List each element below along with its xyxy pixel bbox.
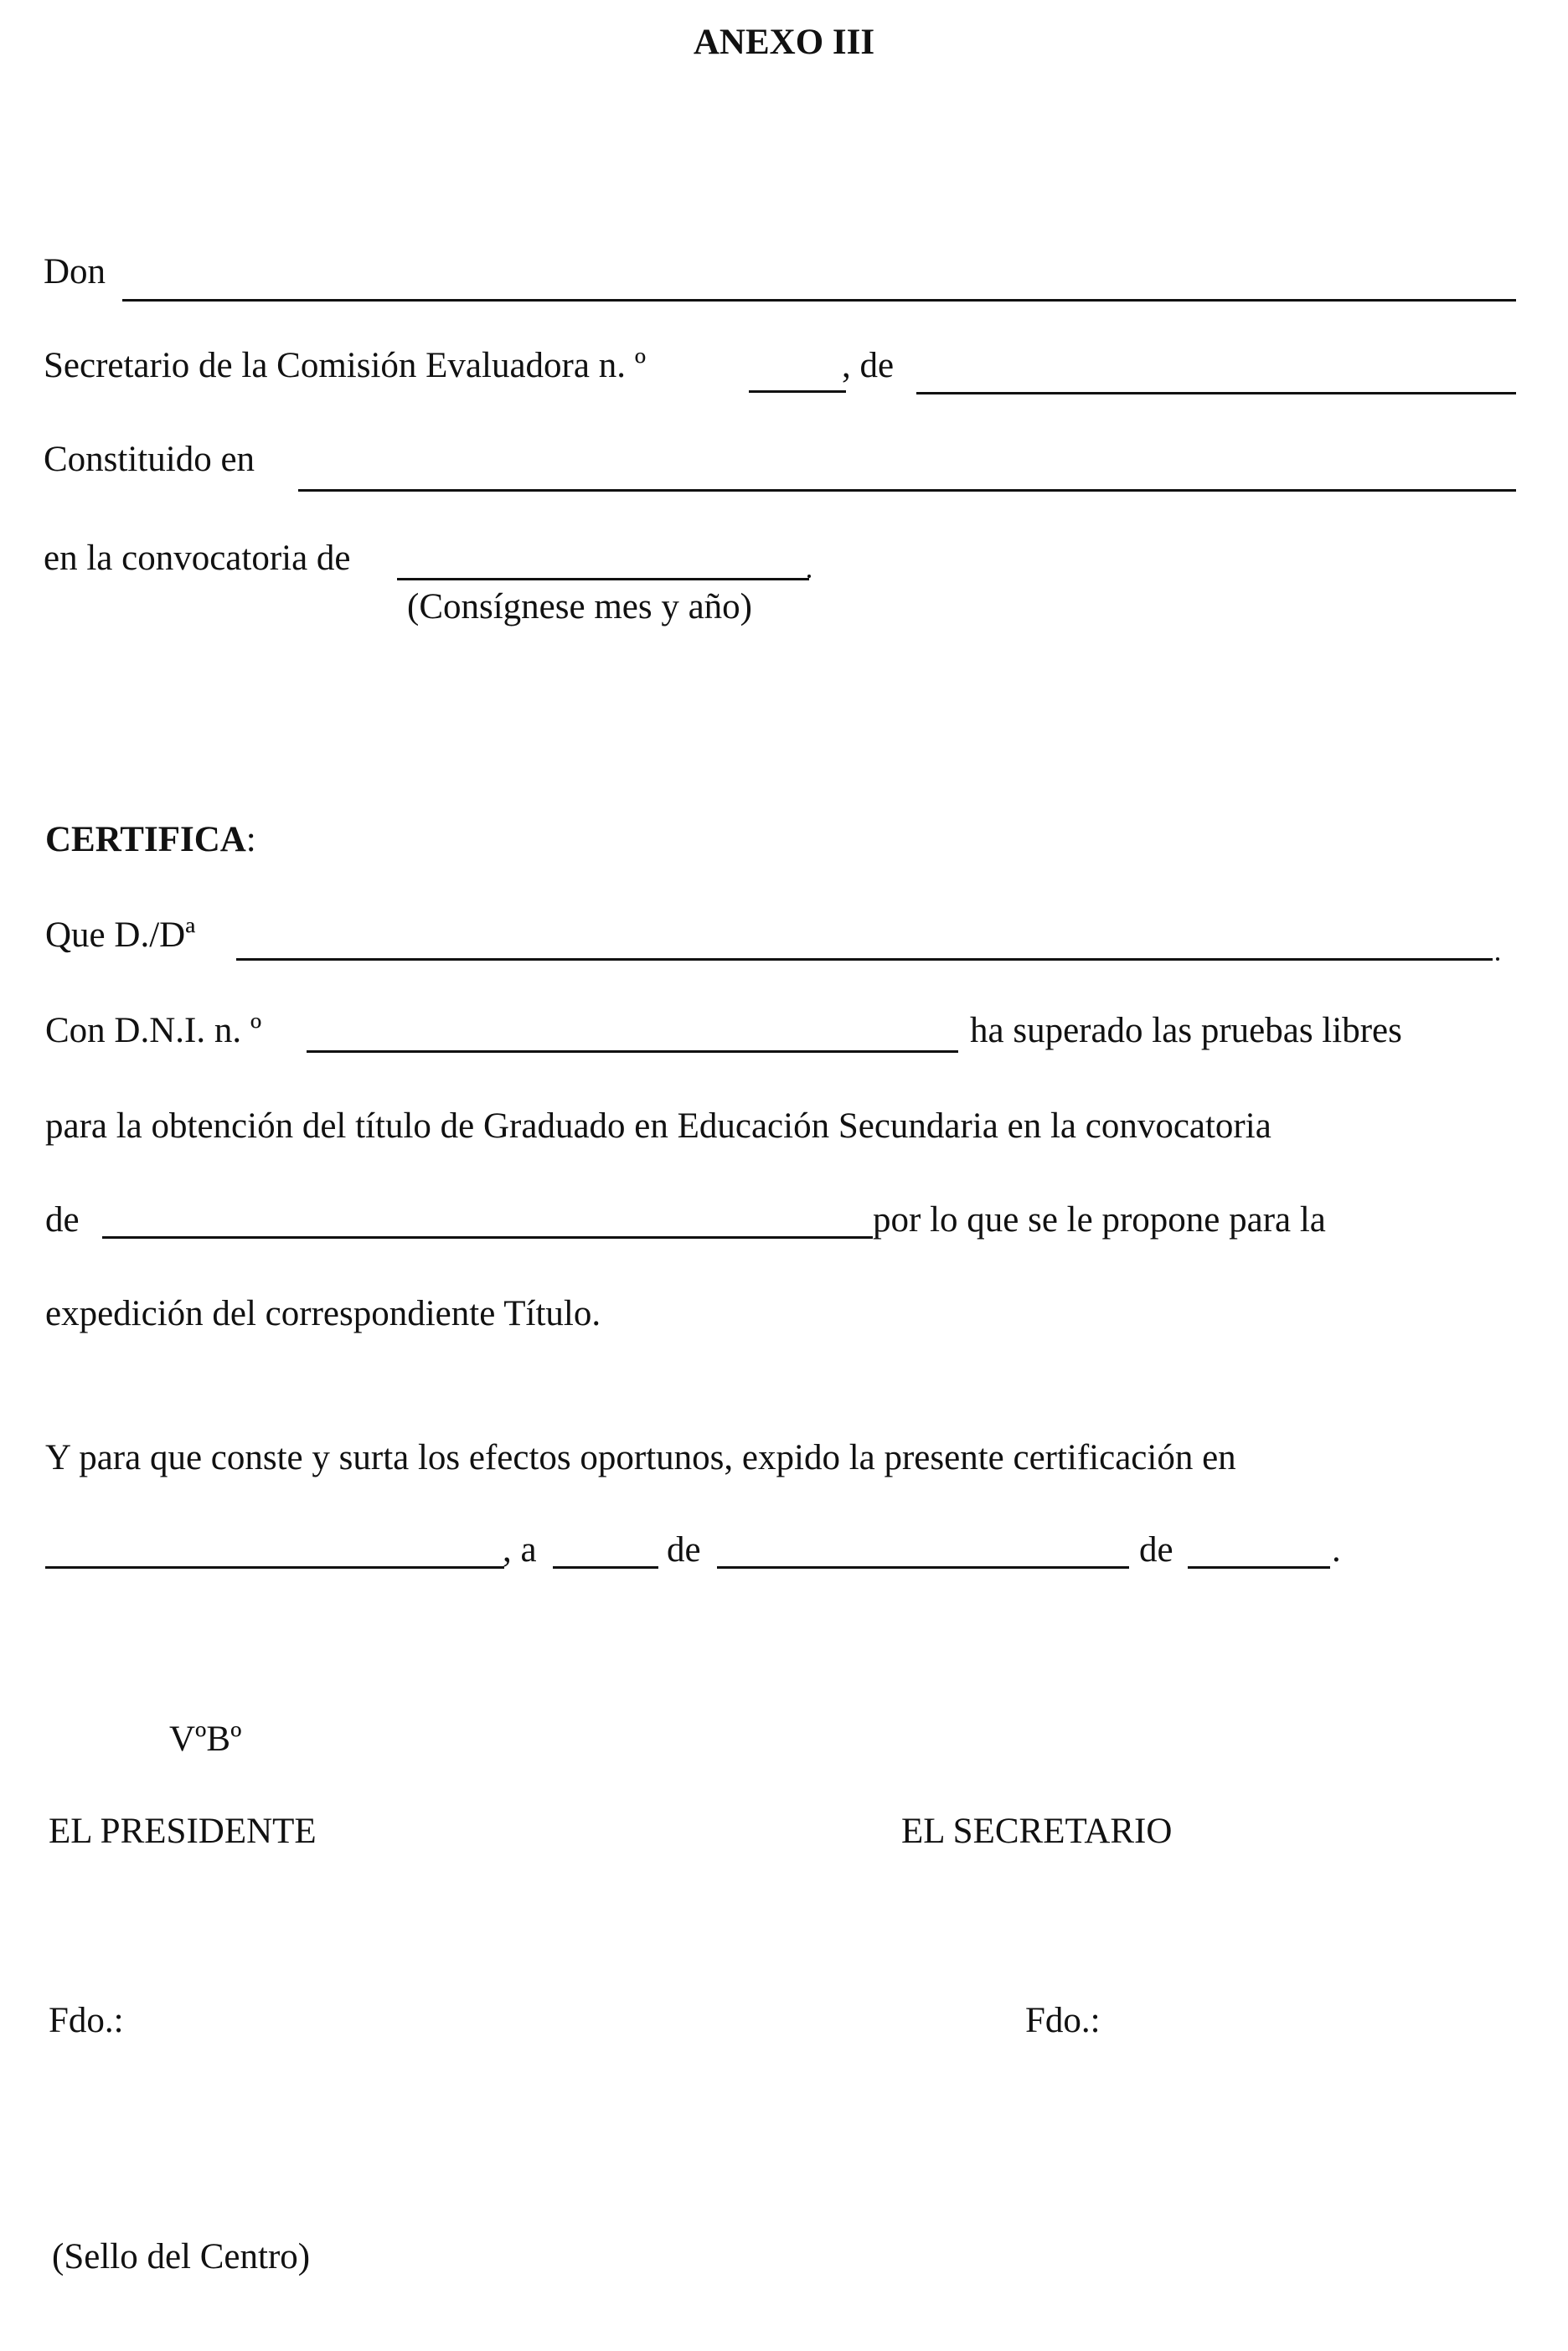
secretario-signature-label: EL SECRETARIO bbox=[901, 1812, 1173, 1851]
month-field[interactable] bbox=[717, 1566, 1129, 1569]
sello-label: (Sello del Centro) bbox=[52, 2237, 311, 2276]
vobo-label: VºBº bbox=[169, 1719, 242, 1759]
closing-de2-label: de bbox=[1139, 1530, 1173, 1570]
secretario-label: Secretario de la Comisión Evaluadora n. º bbox=[44, 346, 647, 385]
document-title: ANEXO III bbox=[693, 23, 875, 62]
superado-text: ha superado las pruebas libres bbox=[970, 1011, 1402, 1050]
certifica-heading: CERTIFICA bbox=[45, 820, 246, 859]
dni-field[interactable] bbox=[307, 1050, 958, 1053]
que-name-field[interactable] bbox=[236, 958, 1493, 961]
closing-a-label: , a bbox=[503, 1530, 537, 1570]
place-field[interactable] bbox=[45, 1566, 504, 1569]
dni-label: Con D.N.I. n. º bbox=[45, 1011, 262, 1050]
fdo-secretario-label: Fdo.: bbox=[1025, 2001, 1101, 2040]
convocatoria-hint: (Consígnese mes y año) bbox=[407, 587, 753, 626]
closing-period: . bbox=[1332, 1530, 1341, 1570]
convocatoria-date-field[interactable] bbox=[397, 578, 809, 580]
certifica-de-label: de bbox=[45, 1200, 80, 1240]
certifica-colon: : bbox=[245, 820, 256, 859]
fdo-presidente-label: Fdo.: bbox=[49, 2001, 124, 2040]
secretario-de-label: , de bbox=[842, 346, 895, 385]
day-field[interactable] bbox=[553, 1566, 658, 1569]
constituido-field[interactable] bbox=[298, 489, 1516, 492]
certifica-heading-wrap bbox=[45, 819, 256, 861]
obtencion-text: para la obtención del título de Graduado en Educación Secundaria en la convocatoria bbox=[45, 1106, 1271, 1146]
expedicion-text: expedición del correspondiente Título. bbox=[45, 1294, 601, 1333]
constituido-label: Constituido en bbox=[44, 440, 255, 479]
comision-number-field[interactable] bbox=[749, 390, 846, 393]
don-name-field[interactable] bbox=[122, 299, 1516, 302]
closing-text: Y para que conste y surta los efectos oportunos, expido la presente certificación en bbox=[45, 1438, 1236, 1477]
que-comma bbox=[1496, 957, 1499, 961]
don-label: Don bbox=[44, 252, 106, 291]
certifica-convocatoria-field[interactable] bbox=[102, 1236, 873, 1239]
convocatoria-label: en la convocatoria de bbox=[44, 539, 351, 578]
closing-de1-label: de bbox=[667, 1530, 701, 1570]
que-label: Que D./Dª bbox=[45, 915, 196, 955]
year-field[interactable] bbox=[1188, 1566, 1330, 1569]
convocatoria-period bbox=[807, 575, 811, 578]
propone-text: por lo que se le propone para la bbox=[873, 1200, 1326, 1240]
comision-location-field[interactable] bbox=[916, 392, 1516, 394]
presidente-label: EL PRESIDENTE bbox=[49, 1812, 317, 1851]
